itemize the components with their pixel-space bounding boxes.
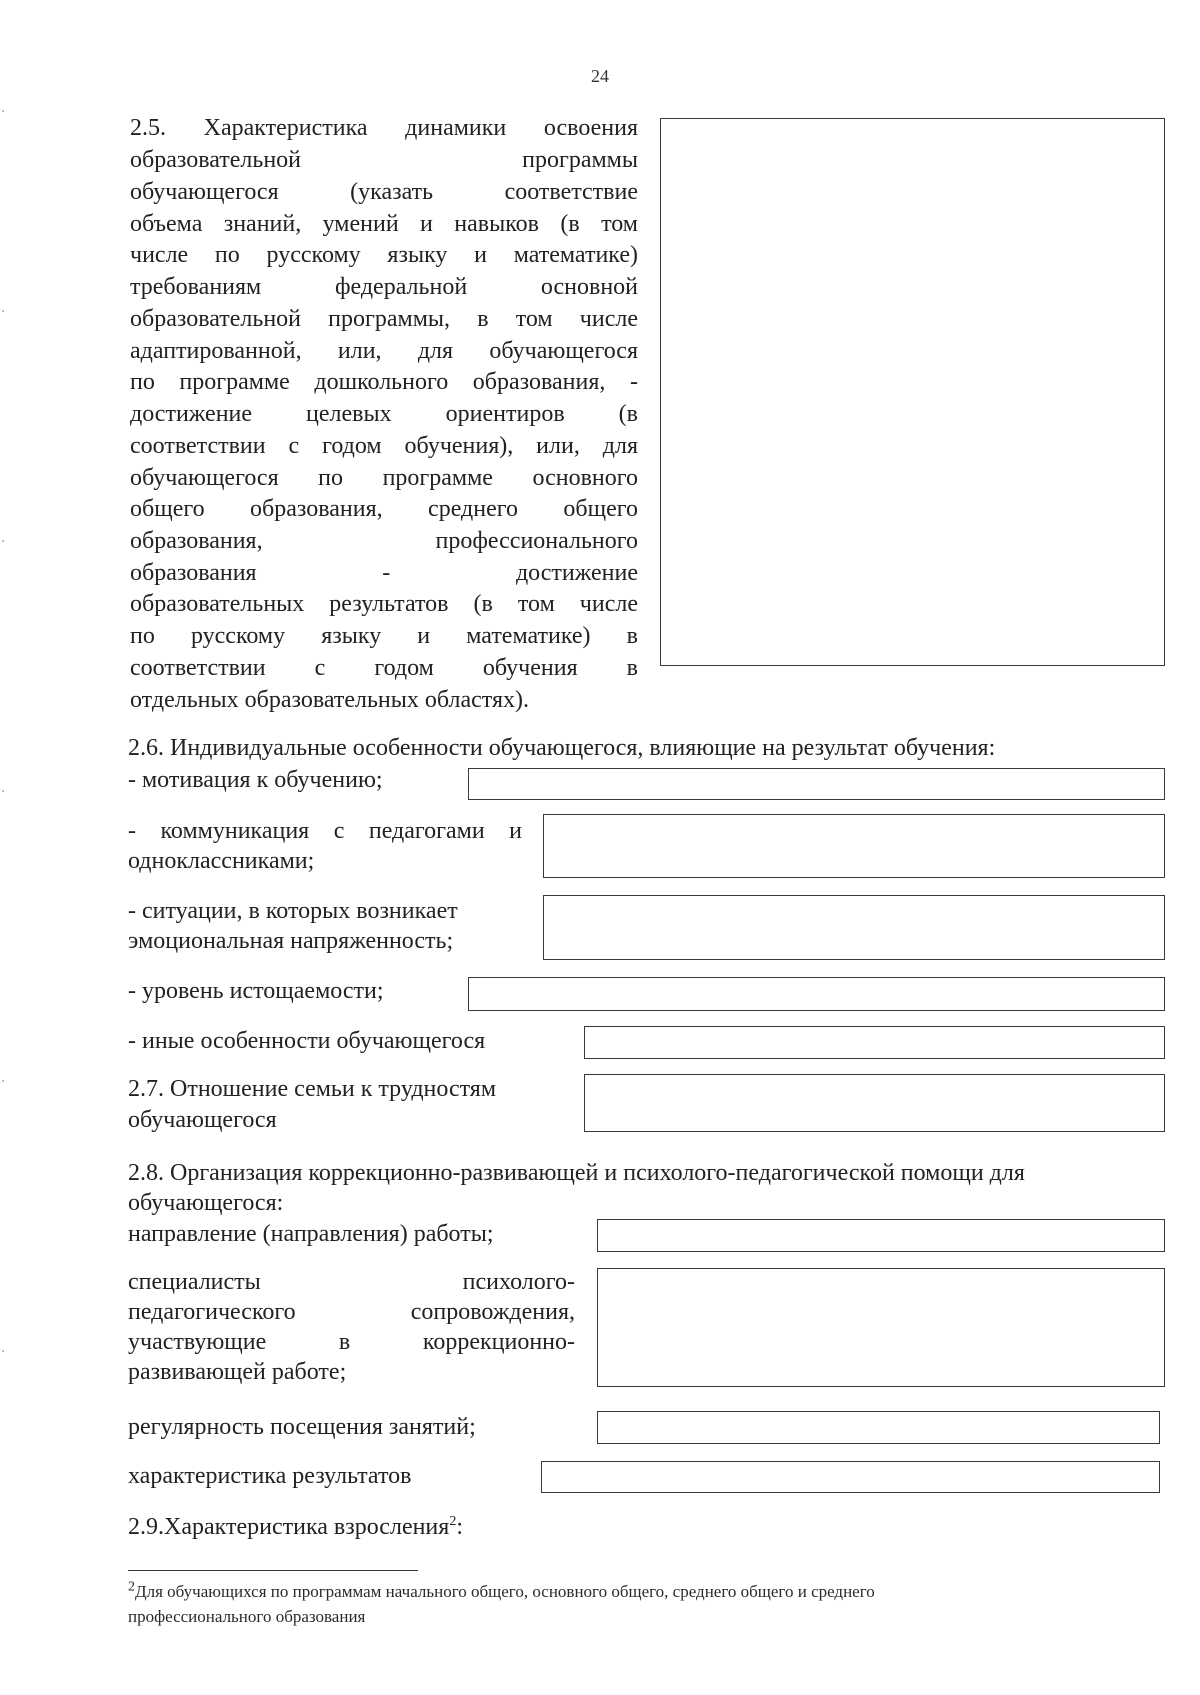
family-attitude-field[interactable]: [584, 1074, 1165, 1132]
learning-dynamics-field[interactable]: [660, 118, 1165, 666]
communication-label-line-2: одноклассниками;: [128, 848, 315, 874]
specialists-label-line-1: специалисты психолого-: [128, 1269, 575, 1295]
s25-line-11: соответствии с годом обучения), или, для: [130, 433, 638, 459]
section-2-7-line-2: обучающегося: [128, 1107, 277, 1133]
s25-line-18: соответствии с годом обучения в: [130, 655, 638, 681]
emotional-tension-field[interactable]: [543, 895, 1165, 960]
motivation-label: - мотивация к обучению;: [128, 767, 383, 793]
s25-line-7: образовательной программы, в том числе: [130, 306, 638, 332]
section-2-9-heading: 2.9.Характеристика взросления$^2$:: [128, 1514, 463, 1540]
s25-line-6: требованиям федеральной основной: [130, 274, 638, 300]
s25-line-10: достижение целевых ориентиров (в: [130, 401, 638, 427]
other-features-field[interactable]: [584, 1026, 1165, 1059]
s25-line-5: числе по русскому языку и математике): [130, 242, 638, 268]
communication-field[interactable]: [543, 814, 1165, 878]
exhaustion-label: - уровень истощаемости;: [128, 978, 384, 1004]
footnote-ref[interactable]: 2: [449, 1514, 457, 1529]
motivation-field[interactable]: [468, 768, 1165, 800]
s25-line-1: 2.5. Характеристика динамики освоения: [130, 115, 638, 141]
scan-speck: [2, 310, 4, 312]
section-2-7-line-1: 2.7. Отношение семьи к трудностям: [128, 1076, 497, 1102]
situations-label-line-2: эмоциональная напряженность;: [128, 928, 454, 954]
attendance-label: регулярность посещения занятий;: [128, 1414, 476, 1440]
section-2-8-heading-line-2: обучающегося:: [128, 1190, 284, 1216]
s25-line-13: общего образования, среднего общего: [130, 496, 638, 522]
specialists-field[interactable]: [597, 1268, 1165, 1387]
situations-label-line-1: - ситуации, в которых возникает: [128, 898, 458, 924]
s25-line-16: образовательных результатов (в том числе: [130, 591, 638, 617]
s25-line-3: обучающегося (указать соответствие: [130, 179, 638, 205]
scan-speck: [2, 1350, 4, 1352]
scan-speck: [2, 110, 4, 112]
exhaustion-field[interactable]: [468, 977, 1165, 1011]
s25-line-19: отдельных образовательных областях).: [130, 687, 529, 713]
results-label: характеристика результатов: [128, 1463, 412, 1489]
s25-line-12: обучающегося по программе основного: [130, 465, 638, 491]
scan-speck: [2, 1080, 4, 1082]
s25-line-15: образования - достижение: [130, 560, 638, 586]
scan-speck: [2, 790, 4, 792]
footnote-separator: [128, 1570, 418, 1571]
s25-line-14: образования, профессионального: [130, 528, 638, 554]
footnote-line-1: $^2$Для обучающихся по программам начального общего, основного общего, среднего общего и среднего: [128, 1579, 875, 1601]
s25-line-4: объема знаний, умений и навыков (в том: [130, 211, 638, 237]
section-2-6-heading: 2.6. Индивидуальные особенности обучающегося, влияющие на результат обучения:: [128, 735, 996, 761]
footnote-marker: 2: [128, 1579, 135, 1595]
other-features-label: - иные особенности обучающегося: [128, 1028, 486, 1054]
specialists-label-line-2: педагогического сопровождения,: [128, 1299, 575, 1325]
results-field[interactable]: [541, 1461, 1160, 1493]
s25-line-17: по русскому языку и математике) в: [130, 623, 638, 649]
footnote-line-2: профессионального образования: [128, 1607, 366, 1626]
page-number: 24: [591, 66, 609, 86]
section-2-8-heading-line-1: 2.8. Организация коррекционно-развивающей и психолого-педагогической помощи для: [128, 1160, 1025, 1186]
s25-line-8: адаптированной, или, для обучающегося: [130, 338, 638, 364]
work-direction-label: направление (направления) работы;: [128, 1221, 494, 1247]
specialists-label-line-3: участвующие в коррекционно-: [128, 1329, 575, 1355]
communication-label-line-1: - коммуникация с педагогами и: [128, 818, 522, 844]
s25-line-2: образовательной программы: [130, 147, 638, 173]
specialists-label-line-4: развивающей работе;: [128, 1359, 347, 1385]
attendance-field[interactable]: [597, 1411, 1160, 1444]
s25-line-9: по программе дошкольного образования, -: [130, 369, 638, 395]
scan-speck: [2, 540, 4, 542]
work-direction-field[interactable]: [597, 1219, 1165, 1252]
